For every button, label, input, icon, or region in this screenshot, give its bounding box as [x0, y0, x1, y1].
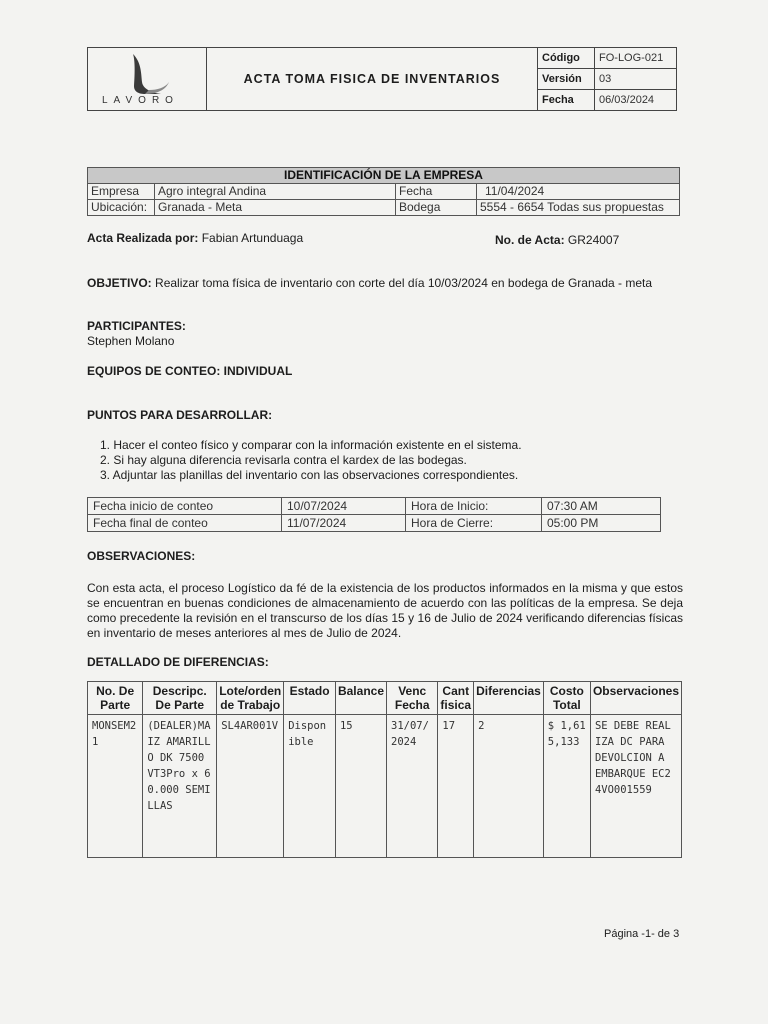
company-row-ubicacion: Ubicación: Granada - Meta Bodega 5554 - 6654 Todas sus propuestas — [88, 200, 680, 216]
meta-fecha: Fecha 06/03/2024 — [538, 90, 676, 110]
meta-version: Versión 03 — [538, 69, 676, 90]
list-item: 3. Adjuntar las planillas del inventario con las observaciones correspondientes. — [100, 468, 519, 482]
table-row: Fecha final de conteo 11/07/2024 Hora de Cierre: 05:00 PM — [88, 515, 661, 532]
observaciones-label: OBSERVACIONES: — [87, 549, 196, 563]
participantes-label: PARTICIPANTES: — [87, 319, 186, 333]
table-row: MONSEM21 (DEALER)MAIZ AMARILLO DK 7500 VT3Pro x 60.000 SEMILLAS SL4AR001V Disponible 15 31/07/2024 17 2 $ 1,615,133 SE DEBE REALIZA DC PARA DEVOLCION A EMBARQUE EC24VO001559 — [88, 715, 682, 858]
company-table — [87, 167, 680, 216]
table-row: Fecha inicio de conteo 10/07/2024 Hora de Inicio: 07:30 AM — [88, 498, 661, 515]
equipos-conteo: EQUIPOS DE CONTEO: INDIVIDUAL — [87, 364, 293, 378]
list-item: 1. Hacer el conteo físico y comparar con la información existente en el sistema. — [100, 438, 522, 452]
participantes-name: Stephen Molano — [87, 334, 175, 348]
lavoro-logo-icon — [121, 52, 171, 96]
acta-numero: No. de Acta: GR24007 — [495, 233, 620, 247]
table-header-row: No. De Parte Descripc. De Parte Lote/orden de Trabajo Estado Balance Venc Fecha Cant fisica Diferencias Costo Total Observaciones — [88, 682, 682, 715]
document-header — [87, 47, 677, 111]
company-section-title: IDENTIFICACIÓN DE LA EMPRESA — [88, 168, 680, 184]
logo-text: LAVORO — [102, 95, 179, 106]
logo — [88, 48, 207, 110]
company-row-empresa: Empresa Agro integral Andina Fecha 11/04/2024 — [88, 184, 680, 200]
meta-codigo: Código FO-LOG-021 — [538, 48, 676, 69]
conteo-table — [87, 497, 661, 532]
acta-realizada: Acta Realizada por: Fabian Artunduaga — [87, 231, 304, 245]
puntos-label: PUNTOS PARA DESARROLLAR: — [87, 408, 273, 422]
differences-table — [87, 681, 682, 858]
page-number: Página -1- de 3 — [604, 928, 680, 940]
observaciones-text: Con esta acta, el proceso Logístico da fé de la existencia de los productos informados en la misma y que estos se encuentran en buenas condiciones de almacenamiento de acuerdo con las políticas de la empresa. Se deja como precedente la revisión en el transcurso de los días 15 y 16 de Julio de 2024 verificando diferencias físicas en inventario de meses anteriores al mes de Julio de 2024. — [87, 581, 683, 640]
document-title: ACTA TOMA FISICA DE INVENTARIOS — [207, 48, 538, 110]
objetivo: OBJETIVO: Realizar toma física de inventario con corte del día 10/03/2024 en bodega de Granada - meta — [87, 276, 653, 290]
detallado-label: DETALLADO DE DIFERENCIAS: — [87, 655, 269, 669]
puntos-list — [100, 438, 522, 483]
document-meta — [538, 48, 676, 110]
list-item: 2. Si hay alguna diferencia revisarla contra el kardex de las bodegas. — [100, 453, 467, 467]
